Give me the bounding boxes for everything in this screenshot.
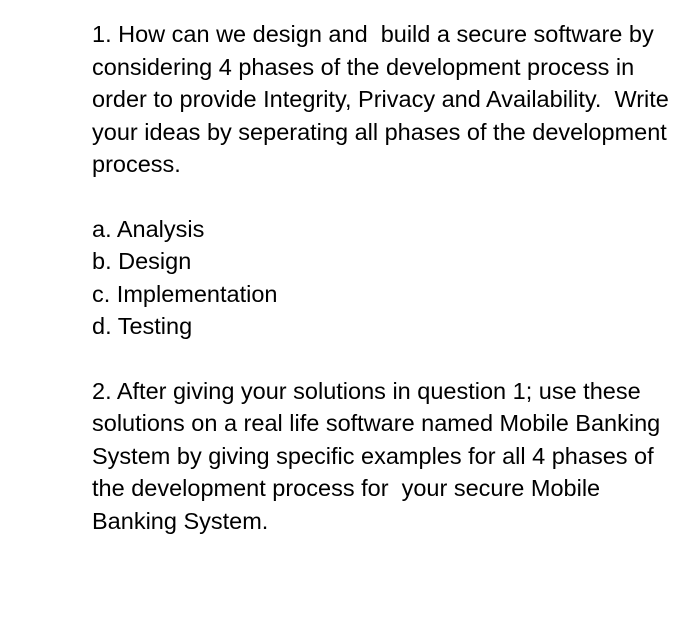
- phase-item-design: b. Design: [92, 248, 192, 274]
- question-1-text: 1. How can we design and build a secure software by considering 4 phases of the development process in order to provide Integrity, Privacy and Availability. Write your ideas by seperating all phases of the development process.: [92, 21, 676, 177]
- document-body: [92, 18, 682, 537]
- phase-item-implementation: c. Implementation: [92, 280, 278, 307]
- phase-item-analysis: a. Analysis: [92, 215, 205, 242]
- question-2-text: 2. After giving your solutions in question 1; use these solutions on a real life software named Mobile Banking System by giving specific examples for all 4 phases of the development process for your secure Mobile Banking System.: [92, 377, 667, 534]
- phase-list: [92, 213, 682, 343]
- phase-item-testing: d. Testing: [92, 313, 193, 339]
